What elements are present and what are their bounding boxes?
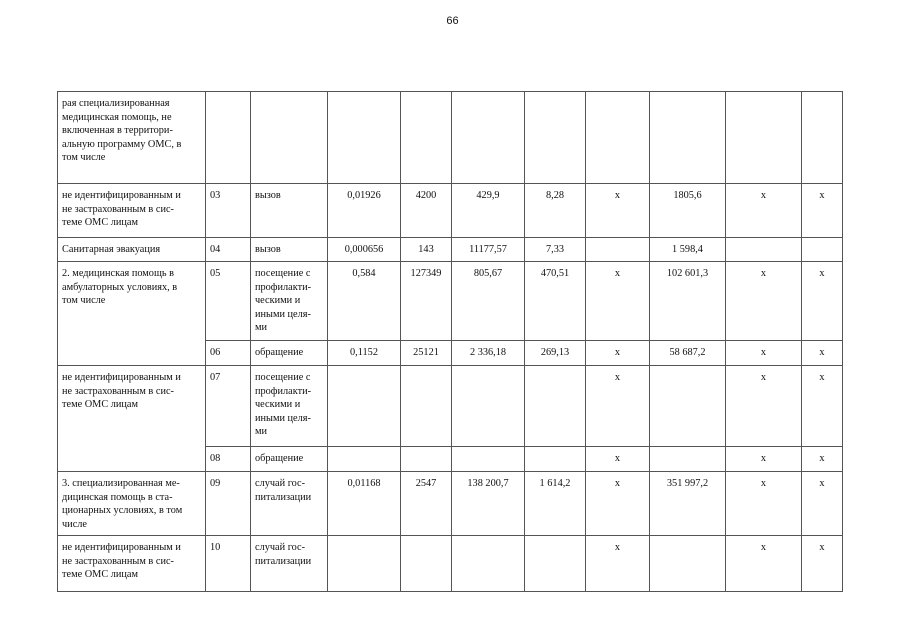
cell-volume: 0,000656 [328,238,401,262]
cell-cost [452,366,525,447]
cell-cost: 11177,57 [452,238,525,262]
cell-count [401,366,452,447]
cell-total [650,92,726,184]
cell-count [401,92,452,184]
cell-total [650,536,726,592]
cell-col7: х [586,366,650,447]
row-name: 3. специализированная ме- дицинская помощь в ста- ционарных условиях, в том числе [58,472,206,536]
cell-col10: х [802,447,843,472]
cell-per-capita [525,447,586,472]
row-unit [251,92,328,184]
cell-col9: х [726,184,802,238]
cell-col7: х [586,184,650,238]
tariff-table [57,91,843,592]
cell-volume: 0,584 [328,262,401,341]
cell-col7: х [586,262,650,341]
cell-count [401,447,452,472]
cell-volume [328,447,401,472]
cell-cost [452,92,525,184]
cell-per-capita: 470,51 [525,262,586,341]
table-row [58,472,843,536]
cell-per-capita [525,92,586,184]
row-code: 06 [206,341,251,366]
cell-col10: х [802,536,843,592]
cell-col9: х [726,366,802,447]
cell-total: 58 687,2 [650,341,726,366]
cell-cost: 805,67 [452,262,525,341]
row-unit: случай гос- питализации [251,472,328,536]
cell-col10 [802,238,843,262]
row-name: не идентифицированным и не застрахованным в сис- теме ОМС лицам [58,184,206,238]
cell-col10: х [802,472,843,536]
cell-col9 [726,92,802,184]
cell-count [401,536,452,592]
cell-total: 102 601,3 [650,262,726,341]
table-row [58,262,843,341]
row-code [206,92,251,184]
cell-volume: 0,1152 [328,341,401,366]
cell-col7: х [586,341,650,366]
cell-col10: х [802,366,843,447]
row-unit: обращение [251,341,328,366]
row-code: 04 [206,238,251,262]
row-code: 10 [206,536,251,592]
cell-per-capita: 8,28 [525,184,586,238]
cell-cost [452,447,525,472]
cell-volume [328,366,401,447]
table-row [58,92,843,184]
row-name: не идентифицированным и не застрахованным в сис- теме ОМС лицам [58,366,206,472]
cell-col10 [802,92,843,184]
cell-volume [328,536,401,592]
page-number: 66 [446,15,459,27]
cell-col7 [586,92,650,184]
row-code: 07 [206,366,251,447]
cell-cost: 2 336,18 [452,341,525,366]
cell-cost: 429,9 [452,184,525,238]
row-unit: случай гос- питализации [251,536,328,592]
cell-count: 25121 [401,341,452,366]
cell-total [650,447,726,472]
cell-col10: х [802,262,843,341]
cell-col9: х [726,262,802,341]
cell-count: 143 [401,238,452,262]
cell-count: 127349 [401,262,452,341]
table-row [58,366,843,447]
cell-total: 1 598,4 [650,238,726,262]
cell-volume: 0,01926 [328,184,401,238]
row-name: рая специализированная медицинская помощь, не включенная в территори- альную программу ОМС, в том числе [58,92,206,184]
row-unit: вызов [251,184,328,238]
cell-total: 1805,6 [650,184,726,238]
cell-col7: х [586,472,650,536]
cell-cost [452,536,525,592]
cell-col9: х [726,447,802,472]
cell-col7: х [586,536,650,592]
row-code: 08 [206,447,251,472]
row-code: 05 [206,262,251,341]
cell-per-capita: 1 614,2 [525,472,586,536]
cell-volume [328,92,401,184]
row-code: 03 [206,184,251,238]
cell-col10: х [802,184,843,238]
row-name: 2. медицинская помощь в амбулаторных условиях, в том числе [58,262,206,366]
cell-col9 [726,238,802,262]
cell-per-capita [525,366,586,447]
table-row [58,238,843,262]
cell-volume: 0,01168 [328,472,401,536]
cell-total: 351 997,2 [650,472,726,536]
row-unit: обращение [251,447,328,472]
row-unit: посещение с профилакти- ческими и иными целя- ми [251,262,328,341]
cell-count: 2547 [401,472,452,536]
cell-per-capita [525,536,586,592]
row-code: 09 [206,472,251,536]
row-name: не идентифицированным и не застрахованным в сис- теме ОМС лицам [58,536,206,592]
cell-per-capita: 7,33 [525,238,586,262]
row-name: Санитарная эвакуация [58,238,206,262]
cell-col7 [586,238,650,262]
cell-col9: х [726,536,802,592]
cell-col9: х [726,341,802,366]
row-unit: посещение с профилакти- ческими и иными целя- ми [251,366,328,447]
cell-cost: 138 200,7 [452,472,525,536]
cell-count: 4200 [401,184,452,238]
cell-col7: х [586,447,650,472]
table-row [58,184,843,238]
cell-col10: х [802,341,843,366]
cell-col9: х [726,472,802,536]
table-row [58,536,843,592]
cell-per-capita: 269,13 [525,341,586,366]
cell-total [650,366,726,447]
row-unit: вызов [251,238,328,262]
